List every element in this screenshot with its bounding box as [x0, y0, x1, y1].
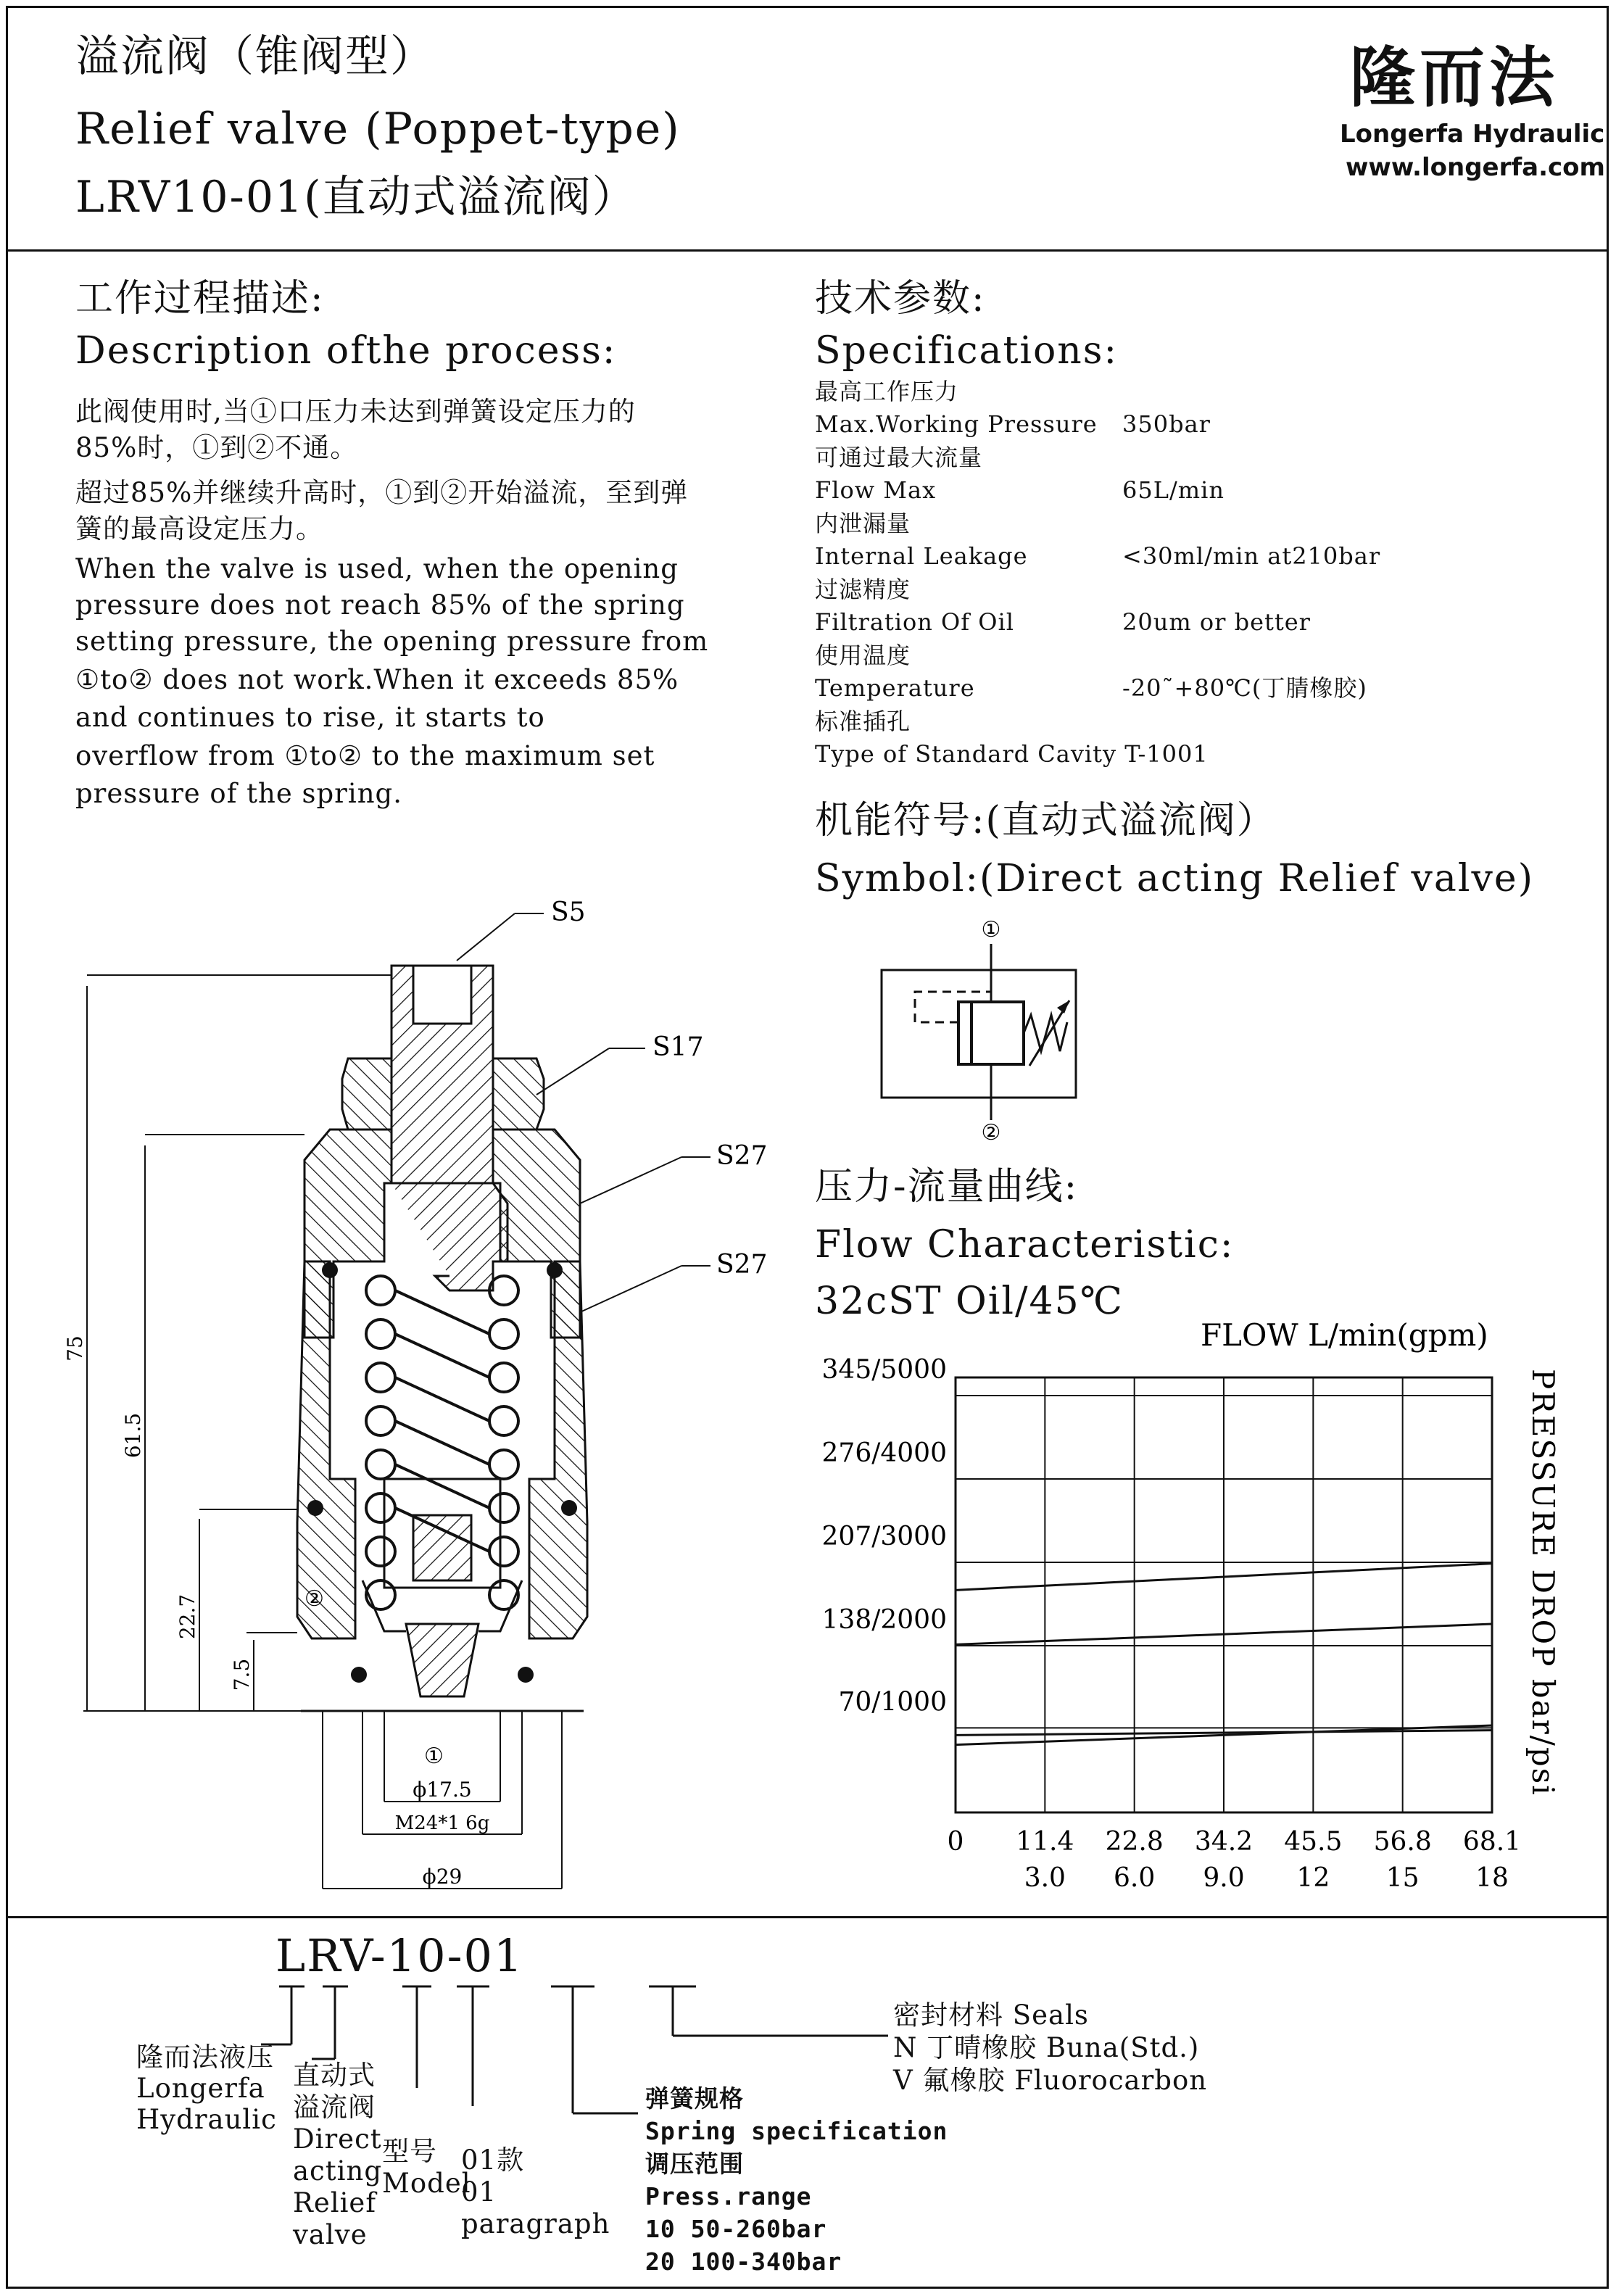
- arrow-head-icon: [1057, 1000, 1069, 1014]
- brand-code-cn: 隆而法液压: [136, 2042, 274, 2073]
- description-line: 簧的最高设定压力。: [75, 513, 323, 544]
- description-line: pressure of the spring.: [75, 778, 402, 809]
- brand-code-en: Longerfa: [136, 2073, 265, 2104]
- dim-22-7: 22.7: [175, 1593, 199, 1640]
- port-2-label: ②: [304, 1586, 324, 1612]
- symbol-heading-en: Symbol:(Direct acting Relief valve): [815, 857, 1534, 900]
- spec-heading-en: Specifications:: [815, 329, 1118, 373]
- seals-option: N 丁晴橡胶 Buna(Std.): [893, 2032, 1200, 2063]
- spec-cn: 过滤精度: [815, 576, 911, 603]
- description-line: When the valve is used, when the opening: [75, 553, 679, 584]
- chart-y-tick-label: 345/5000: [821, 1355, 947, 1385]
- spec-value: 350bar: [1122, 410, 1211, 438]
- brand-url: www.longerfa.com: [1346, 153, 1605, 182]
- spring-guide: [391, 1183, 507, 1290]
- hex-socket: [413, 966, 471, 1024]
- description-line: and continues to rise, it starts to: [75, 702, 545, 733]
- flow-heading-en: Flow Characteristic:: [815, 1223, 1235, 1267]
- chart-y-tick-label: 138/2000: [821, 1605, 947, 1635]
- chart-y-tick-label: 276/4000: [821, 1438, 947, 1468]
- dim-phi-29: ϕ29: [422, 1865, 463, 1889]
- chart-x-tick-label: 45.5: [1284, 1827, 1343, 1857]
- description-line: ①to② does not work.When it exceeds 85%: [75, 664, 679, 695]
- spec-value: 65L/min: [1122, 476, 1225, 504]
- paragraph-code: paragraph: [461, 2208, 610, 2239]
- model-label-cn: 型号: [382, 2136, 437, 2167]
- chart-y-tick-label: 70/1000: [838, 1687, 947, 1717]
- description-heading-cn: 工作过程描述:: [75, 277, 325, 320]
- seals-title: 密封材料 Seals: [893, 1999, 1089, 2031]
- type-code: Relief: [293, 2187, 377, 2218]
- footer-divider: [6, 1916, 1609, 1918]
- spec-en: Filtration Of Oil: [815, 608, 1014, 636]
- brand-code-en: Hydraulic: [136, 2104, 277, 2135]
- description-line: overflow from ①to② to the maximum set: [75, 740, 655, 771]
- chart-x-tick-label-gpm: 3.0: [1024, 1863, 1066, 1893]
- type-code: Direct: [293, 2123, 382, 2155]
- chart-x-tick-label-gpm: 9.0: [1203, 1863, 1245, 1893]
- chart-x-tick-label-gpm: 15: [1385, 1863, 1420, 1893]
- title-en: Relief valve (Poppet-type): [75, 104, 681, 154]
- spec-cn: 可通过最大流量: [815, 444, 983, 471]
- dim-61-5: 61.5: [121, 1412, 145, 1459]
- dim-phi-17-5: ϕ17.5: [413, 1778, 472, 1802]
- label-s5: S5: [551, 898, 586, 927]
- spring-range-cn: 调压范围: [645, 2150, 744, 2178]
- spring-icon: [1024, 1015, 1067, 1051]
- spring-range-en: Press.range: [645, 2182, 812, 2210]
- spec-en: Flow Max: [815, 476, 937, 504]
- spec-cn: 最高工作压力: [815, 378, 959, 405]
- spec-cn: 使用温度: [815, 642, 911, 669]
- model-code: LRV-10-01: [275, 1929, 524, 1982]
- flow-condition: 32cST Oil/45℃: [815, 1280, 1124, 1323]
- spec-en: Temperature: [815, 674, 975, 702]
- paragraph-code: 01: [461, 2176, 497, 2208]
- dim-7-5: 7.5: [230, 1658, 254, 1691]
- symbol-pilot-line: [915, 992, 991, 1022]
- spring-title-en: Spring specification: [645, 2117, 948, 2145]
- seals-option: V 氟橡胶 Fluorocarbon: [893, 2065, 1208, 2096]
- spring-option: 10 50-260bar: [645, 2215, 827, 2243]
- symbol-heading-cn: 机能符号:(直动式溢流阀）: [815, 799, 1276, 842]
- spec-value: <30ml/min at210bar: [1122, 542, 1381, 570]
- brand-logo-cn: 隆而法: [1350, 40, 1559, 116]
- chart-x-tick-label: 34.2: [1194, 1827, 1254, 1857]
- spec-value: 20um or better: [1122, 608, 1311, 636]
- label-s27-upper: S27: [716, 1141, 768, 1171]
- type-code: acting: [293, 2155, 382, 2187]
- chart-x-tick-label-gpm: 6.0: [1114, 1863, 1156, 1893]
- chart-x-tick-label-gpm: 12: [1296, 1863, 1330, 1893]
- spec-en: Internal Leakage: [815, 542, 1028, 570]
- title-cn: 溢流阀（锥阀型）: [75, 31, 435, 82]
- description-line: 超过85%并继续升高时，①到②开始溢流，至到弹: [75, 477, 689, 508]
- symbol-port-2-label: ②: [981, 1120, 1001, 1145]
- description-line: pressure does not reach 85% of the spring: [75, 589, 685, 621]
- poppet: [406, 1624, 478, 1696]
- dim-75: 75: [63, 1335, 87, 1362]
- model-label-en: Model: [382, 2168, 471, 2199]
- chart-x-tick-label: 68.1: [1462, 1827, 1522, 1857]
- chart-grid: [956, 1377, 1492, 1812]
- chart-x-tick-label-gpm: 18: [1475, 1863, 1509, 1893]
- chart-x-tick-label: 11.4: [1016, 1827, 1074, 1857]
- type-code: valve: [293, 2219, 368, 2250]
- symbol-port-1-label: ①: [981, 917, 1001, 942]
- flow-characteristic-chart: [797, 1305, 1609, 1914]
- flow-heading-cn: 压力-流量曲线:: [815, 1165, 1079, 1209]
- label-s17: S17: [652, 1032, 704, 1062]
- paragraph-code: 01款: [461, 2144, 525, 2176]
- chart-y-axis-title: PRESSURE DROP bar/psi: [1525, 1369, 1561, 1796]
- chart-x-tick-label: 0: [947, 1827, 964, 1857]
- spring-title-cn: 弹簧规格: [645, 2084, 744, 2113]
- description-line: setting pressure, the opening pressure from: [75, 626, 709, 657]
- symbol-valve-body: [958, 1002, 1024, 1064]
- spec-cn: 标准插孔: [815, 708, 911, 735]
- chart-x-tick-label: 22.8: [1105, 1827, 1164, 1857]
- spec-en: Max.Working Pressure: [815, 410, 1098, 438]
- model-title: LRV10-01(直动式溢流阀）: [75, 172, 637, 223]
- header-divider: [6, 249, 1609, 252]
- label-s27-lower: S27: [716, 1250, 768, 1280]
- spring-option: 20 100-340bar: [645, 2247, 842, 2276]
- type-code: 溢流阀: [293, 2092, 376, 2123]
- spec-cn: 内泄漏量: [815, 510, 911, 537]
- chart-x-axis-title: FLOW L/min(gpm): [1201, 1317, 1488, 1353]
- brand-name-en: Longerfa Hydraulic: [1340, 120, 1605, 149]
- description-heading-en: Description ofthe process:: [75, 329, 617, 373]
- spec-heading-cn: 技术参数:: [815, 277, 986, 320]
- spec-value: -20˜+80℃(丁腈橡胶): [1122, 674, 1367, 702]
- description-line: 85%时，①到②不通。: [75, 432, 358, 463]
- valve-cross-section: [43, 884, 790, 1914]
- chart-x-tick-label: 56.8: [1373, 1827, 1432, 1857]
- chart-y-tick-label: 207/3000: [821, 1522, 947, 1551]
- valve-body: [297, 1261, 587, 1638]
- spec-en: Type of Standard Cavity T-1001: [815, 740, 1209, 768]
- relief-valve-symbol: [870, 913, 1087, 1145]
- type-code: 直动式: [293, 2060, 376, 2091]
- port-1-label: ①: [424, 1744, 444, 1769]
- poppet-stem: [413, 1515, 471, 1580]
- dim-thread: M24*1 6g: [394, 1812, 490, 1834]
- description-line: 此阀使用时,当①口压力未达到弹簧设定压力的: [75, 396, 636, 427]
